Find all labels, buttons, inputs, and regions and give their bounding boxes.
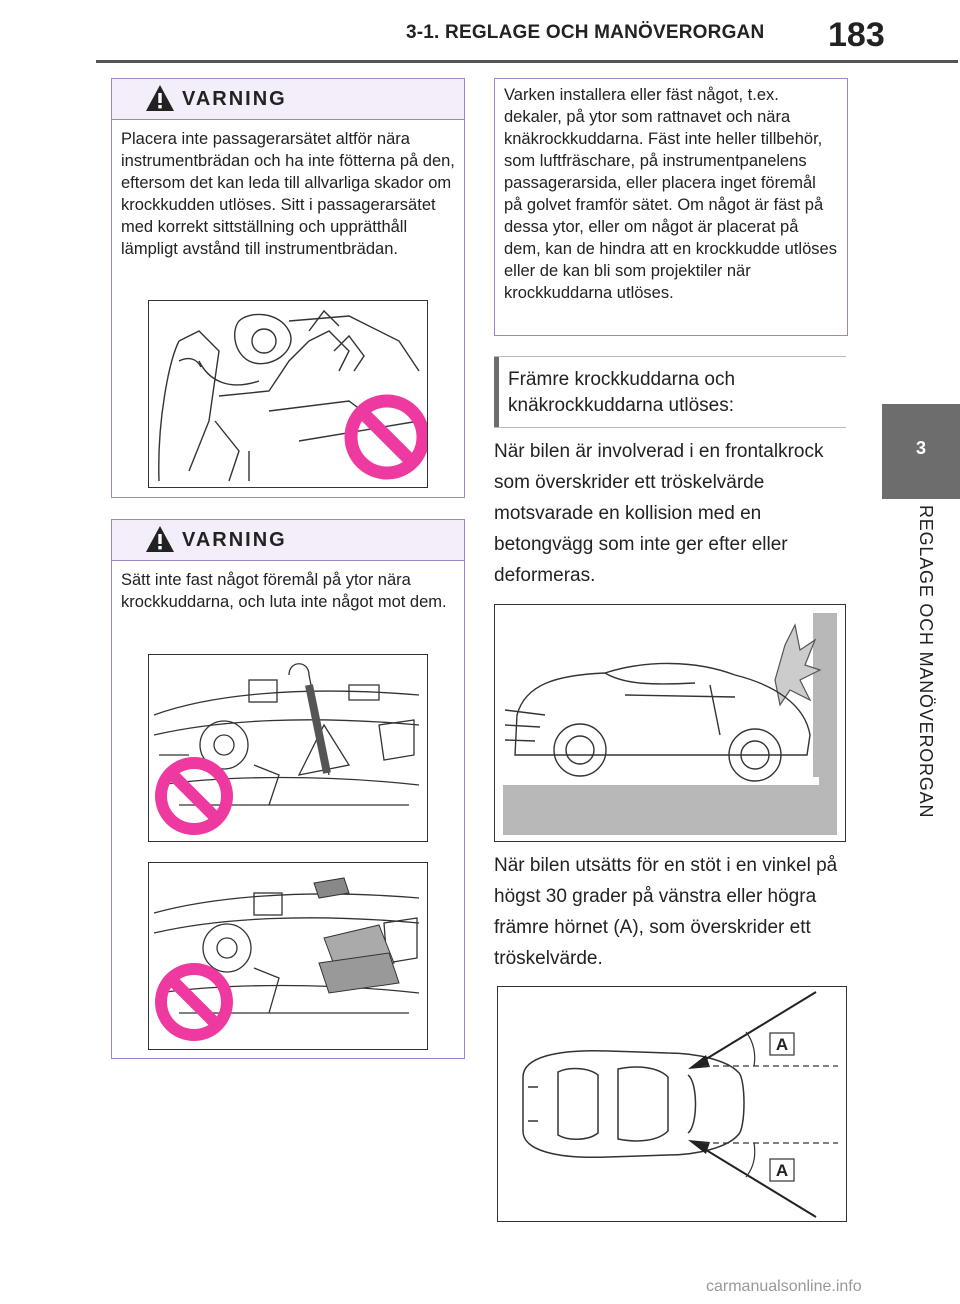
warning-title: VARNING <box>182 529 287 551</box>
warning-text: Sätt inte fast något föremål på ytor nära krockkuddarna, och luta inte något mot dem. <box>121 571 447 611</box>
angled-collision-paragraph: När bilen utsätts för en stöt i en vinkel på högst 30 grader på vänstra eller högra främre hörnet (A), som överskrider ett tröskelvärde. <box>494 855 838 969</box>
chapter-number: 3 <box>915 438 926 458</box>
section-heading-bar <box>494 357 499 427</box>
section-heading <box>494 356 846 428</box>
page-number: 183 <box>828 16 885 54</box>
watermark: carmanualsonline.info <box>706 1278 862 1295</box>
illustration-objects-on-dashboard <box>148 862 428 1050</box>
chapter-tab <box>882 404 960 499</box>
warning-header <box>112 520 464 561</box>
warning-text: Placera inte passagerarsätet altför nära instrumentbrädan och ha inte fötterna på den, eftersom det kan leda till allvarliga skador om krockkudden utlöses. Sitt i passagerarsätet med korrekt sittställning och upprätthåll lämpligt avstånd till instrumentbrädan. <box>121 130 455 258</box>
warning-box-continued <box>494 78 848 336</box>
header-rule <box>96 60 958 63</box>
illustration-umbrella-dashboard <box>148 654 428 842</box>
section-heading-text: Främre krockkuddarna och knäkrockkuddarna utlöses: <box>508 369 736 416</box>
illustration-feet-on-dashboard <box>148 300 428 488</box>
illustration-impact-angle <box>497 986 847 1222</box>
illustration-frontal-crash <box>494 604 846 842</box>
label-a-top: A <box>775 1035 789 1054</box>
frontal-collision-paragraph: När bilen är involverad i en frontalkrock som överskrider ett tröskelvärde motsvarade en kollision med en betongvägg som inte ger efter eller deformeras. <box>494 441 824 586</box>
warning-triangle-icon <box>144 83 176 113</box>
chapter-label: REGLAGE OCH MANÖVERORGAN <box>916 505 936 819</box>
label-a-bottom: A <box>775 1161 789 1180</box>
warning-text: Varken installera eller fäst något, t.ex. dekaler, på ytor som rattnavet och nära knäkrockkuddarna. Fäst inte heller tillbehör, som luftfräschare, på instrumentpanelens passagerarsida, eller placera inget föremål på golvet framför sätet. Om något är fäst på dessa ytor, eller om något är placerat på dem, kan de hindra att en krockkudde utlöses eller de kan bli som projektiler när krockkuddarna utlöses. <box>504 86 837 302</box>
section-title: 3-1. REGLAGE OCH MANÖVERORGAN <box>406 22 765 43</box>
warning-header <box>112 79 464 120</box>
warning-triangle-icon <box>144 524 176 554</box>
warning-title: VARNING <box>182 88 287 110</box>
